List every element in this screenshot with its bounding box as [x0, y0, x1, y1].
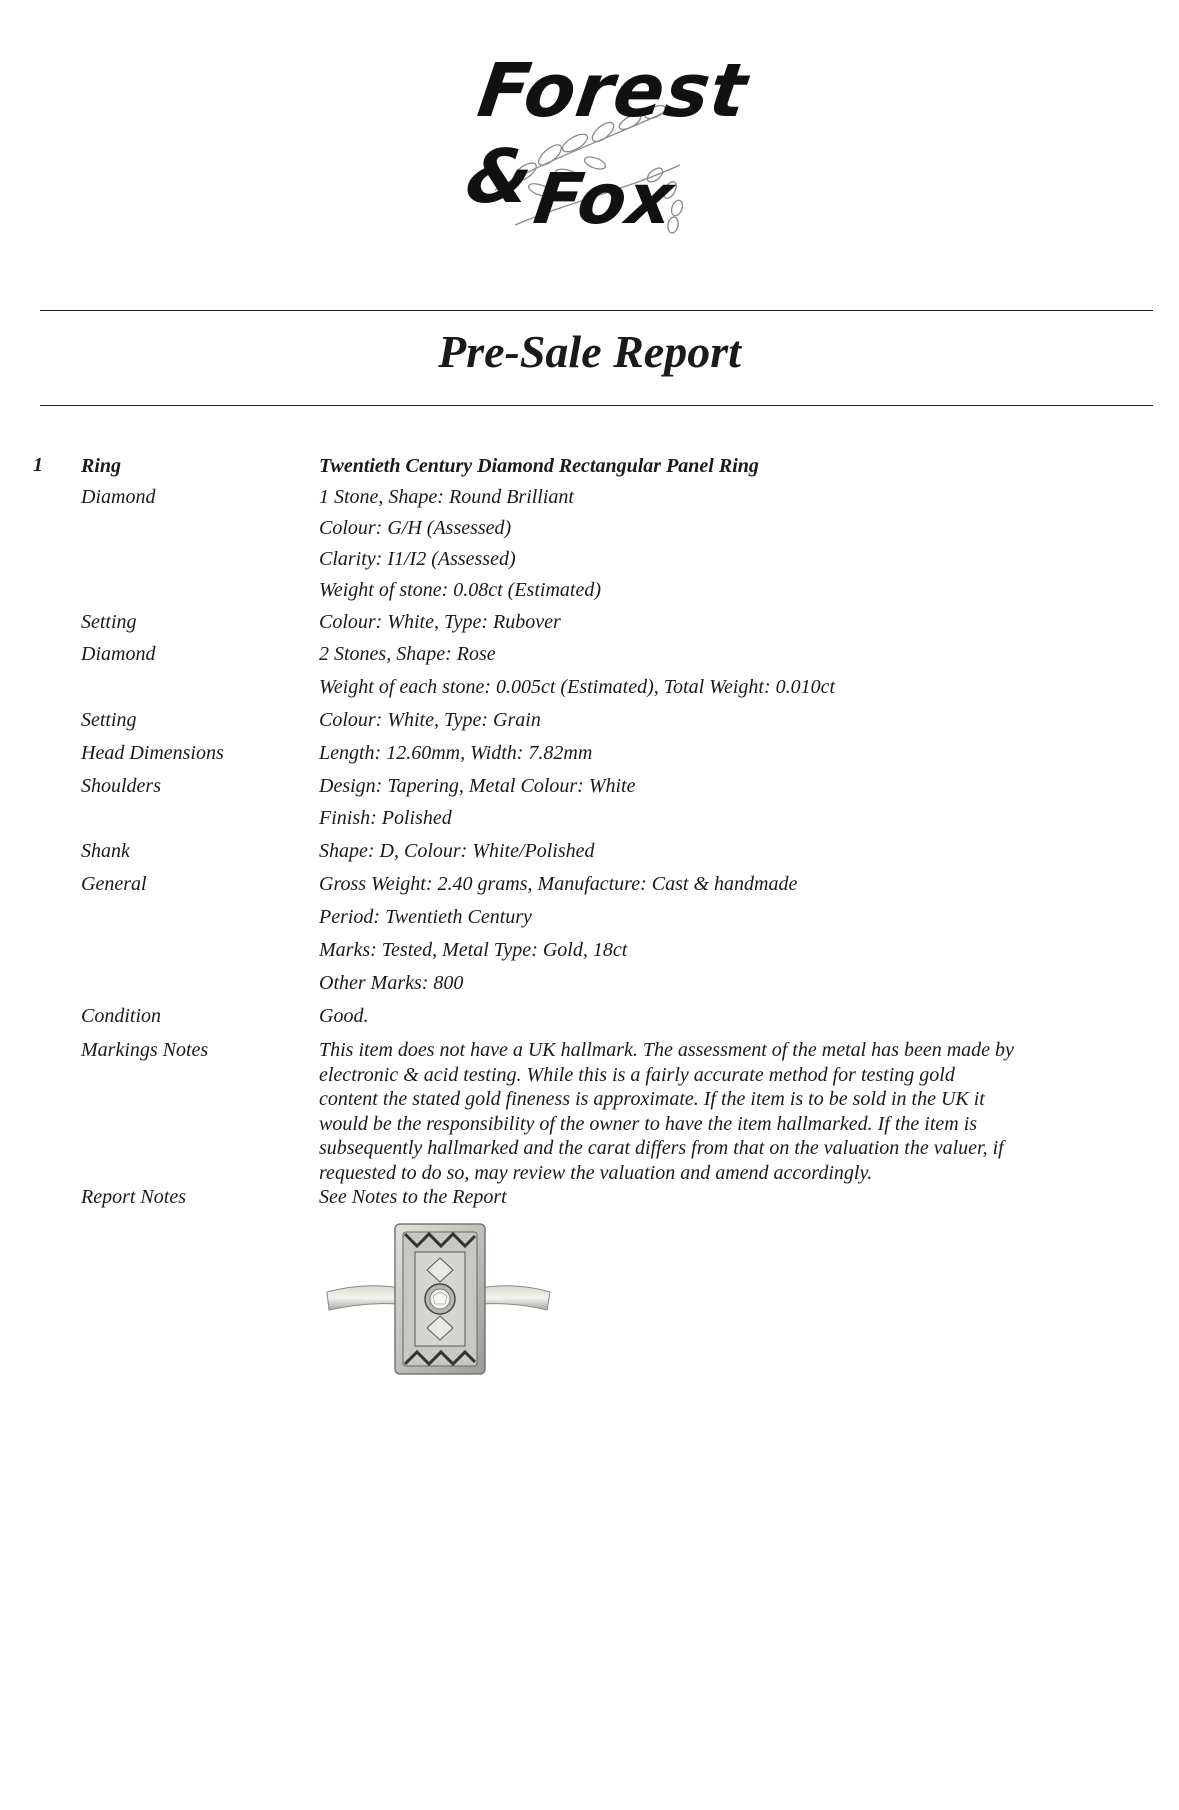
- notes-line: electronic & acid testing. While this is a fairly accurate method for testing gold: [319, 1063, 955, 1086]
- detail-value: Length: 12.60mm, Width: 7.82mm: [319, 742, 593, 764]
- detail-value: Good.: [319, 1005, 369, 1027]
- logo-word-forest: Forest &: [460, 48, 753, 220]
- detail-value: Weight of each stone: 0.005ct (Estimated), Total Weight: 0.010ct: [319, 676, 836, 698]
- detail-value: Design: Tapering, Metal Colour: White: [319, 775, 636, 797]
- notes-line: content the stated gold fineness is approximate. If the item is to be sold in the UK it: [319, 1088, 985, 1110]
- detail-label: Condition: [81, 1005, 162, 1027]
- detail-value: Gross Weight: 2.40 grams, Manufacture: Cast & handmade: [319, 873, 798, 895]
- detail-label: Head Dimensions: [81, 742, 224, 764]
- detail-value: Colour: White, Type: Rubover: [319, 611, 561, 633]
- detail-value: Other Marks: 800: [319, 972, 464, 994]
- detail-label: Diamond: [81, 643, 156, 665]
- detail-label: General: [81, 873, 147, 895]
- brand-logo: [455, 40, 753, 255]
- detail-label: Setting: [81, 611, 137, 633]
- lot-category: Ring: [81, 455, 122, 477]
- notes-line: requested to do so, may review the valuation and amend accordingly.: [319, 1161, 873, 1184]
- detail-value: Clarity: I1/I2 (Assessed): [319, 548, 516, 570]
- report-notes-label: Report Notes: [81, 1186, 186, 1208]
- report-notes-value: See Notes to the Report: [319, 1186, 507, 1208]
- detail-label: Setting: [81, 709, 137, 731]
- detail-value: 1 Stone, Shape: Round Brilliant: [319, 486, 574, 508]
- detail-value: Colour: G/H (Assessed): [319, 517, 512, 539]
- notes-line: would be the responsibility of the owner to have the item hallmarked. If the item is: [319, 1112, 978, 1135]
- markings-notes: [319, 1038, 1079, 1185]
- markings-label: Markings Notes: [81, 1039, 209, 1061]
- detail-label: Diamond: [81, 486, 156, 508]
- detail-value: Shape: D, Colour: White/Polished: [319, 840, 595, 862]
- detail-value: Finish: Polished: [319, 807, 452, 829]
- page-title: Pre-Sale Report: [438, 326, 741, 377]
- detail-label: Shank: [81, 840, 130, 862]
- logo-word-fox: Fox: [529, 158, 680, 240]
- top-divider: [40, 310, 1153, 311]
- detail-label: Shoulders: [81, 775, 161, 797]
- notes-line: subsequently hallmarked and the carat differs from that on the valuation the valuer, if: [319, 1137, 1004, 1159]
- lot-number: 1: [33, 454, 43, 476]
- detail-value: Period: Twentieth Century: [319, 906, 532, 928]
- detail-value: 2 Stones, Shape: Rose: [319, 643, 496, 665]
- notes-line: This item does not have a UK hallmark. The assessment of the metal has been made by: [319, 1039, 1014, 1061]
- ring-photo: [325, 1222, 555, 1387]
- detail-value: Marks: Tested, Metal Type: Gold, 18ct: [319, 939, 628, 961]
- bottom-divider: [40, 405, 1153, 406]
- lot-name: Twentieth Century Diamond Rectangular Panel Ring: [319, 455, 759, 477]
- detail-value: Colour: White, Type: Grain: [319, 709, 541, 731]
- detail-value: Weight of stone: 0.08ct (Estimated): [319, 579, 601, 601]
